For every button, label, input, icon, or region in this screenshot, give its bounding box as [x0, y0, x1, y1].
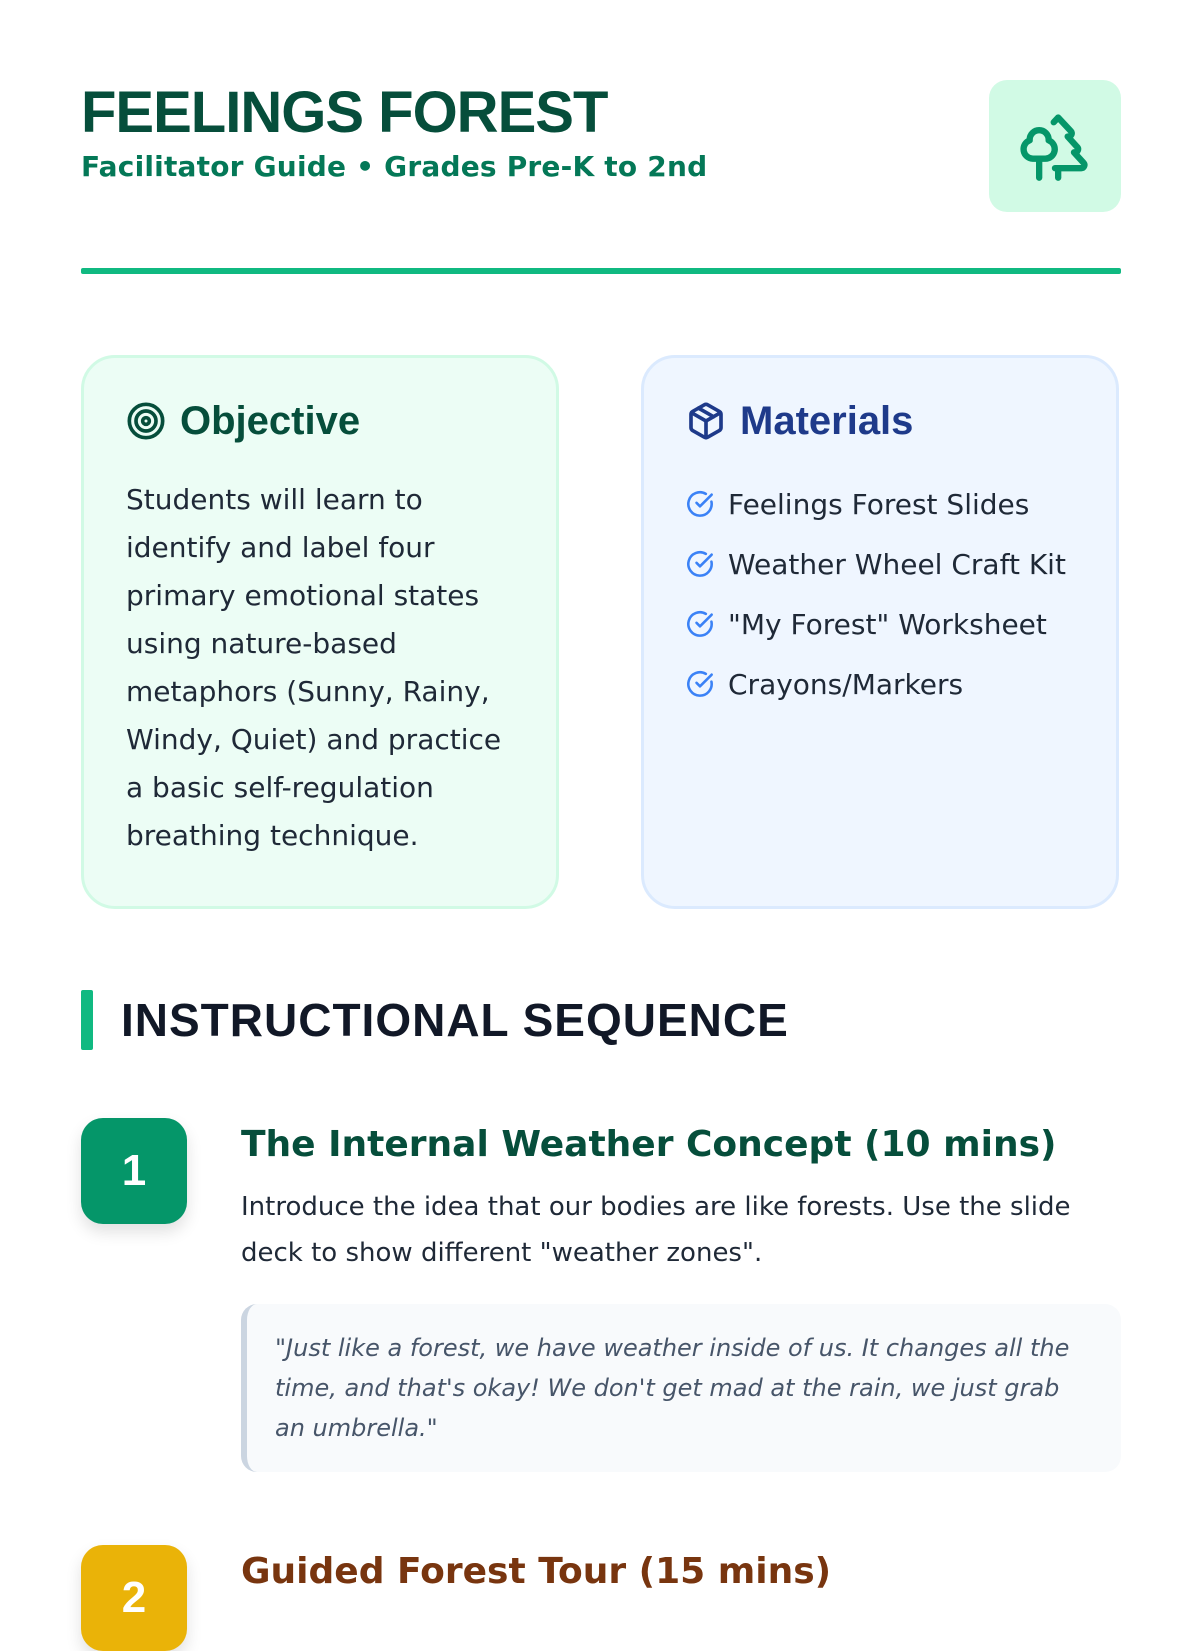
script-quote: [241, 1304, 1121, 1472]
materials-header: [686, 396, 1074, 446]
list-item: [686, 474, 1074, 534]
box-icon: [686, 401, 726, 441]
material-label: Weather Wheel Craft Kit: [728, 547, 1066, 581]
check-circle-icon: [686, 550, 714, 578]
trees-icon: [1017, 108, 1093, 184]
quote-text: "Just like a forest, we have weather inside of us. It changes all the time, and that's okay! We don't get mad at the rain, we just grab an umbrella.": [275, 1334, 1070, 1442]
header-divider: [81, 268, 1121, 274]
materials-card: [641, 355, 1119, 909]
check-circle-icon: [686, 490, 714, 518]
section-title: INSTRUCTIONAL SEQUENCE: [121, 994, 789, 1046]
step-content: [241, 1545, 1121, 1597]
step-number-badge: 2: [81, 1545, 187, 1651]
section-heading: [81, 990, 789, 1050]
step-title: Guided Forest Tour (15 mins): [241, 1551, 832, 1592]
objective-header: [126, 396, 514, 446]
material-label: "My Forest" Worksheet: [728, 607, 1047, 641]
objective-title: Objective: [180, 399, 361, 443]
list-item: [686, 534, 1074, 594]
step-number-badge: 1: [81, 1118, 187, 1224]
objective-card: [81, 355, 559, 909]
page-title: FEELINGS FOREST: [81, 80, 608, 145]
header: [81, 78, 1121, 218]
material-label: Crayons/Markers: [728, 667, 964, 701]
list-item: [686, 594, 1074, 654]
check-circle-icon: [686, 610, 714, 638]
section-accent-bar: [81, 990, 93, 1050]
materials-list: [686, 474, 1074, 714]
step-description: Introduce the idea that our bodies are like forests. Use the slide deck to show different "weather zones".: [241, 1192, 1071, 1268]
logo-tile: [989, 80, 1121, 212]
objective-text: Students will learn to identify and label four primary emotional states using nature-based metaphors (Sunny, Rainy, Windy, Quiet) and practice a basic self-regulation breathing technique.: [126, 483, 502, 852]
page-subtitle: Facilitator Guide • Grades Pre-K to 2nd: [81, 150, 708, 183]
step-content: [241, 1118, 1121, 1472]
materials-title: Materials: [740, 399, 914, 443]
target-icon: [126, 401, 166, 441]
list-item: [686, 654, 1074, 714]
material-label: Feelings Forest Slides: [728, 487, 1030, 521]
check-circle-icon: [686, 670, 714, 698]
step-title: The Internal Weather Concept (10 mins): [241, 1124, 1057, 1165]
